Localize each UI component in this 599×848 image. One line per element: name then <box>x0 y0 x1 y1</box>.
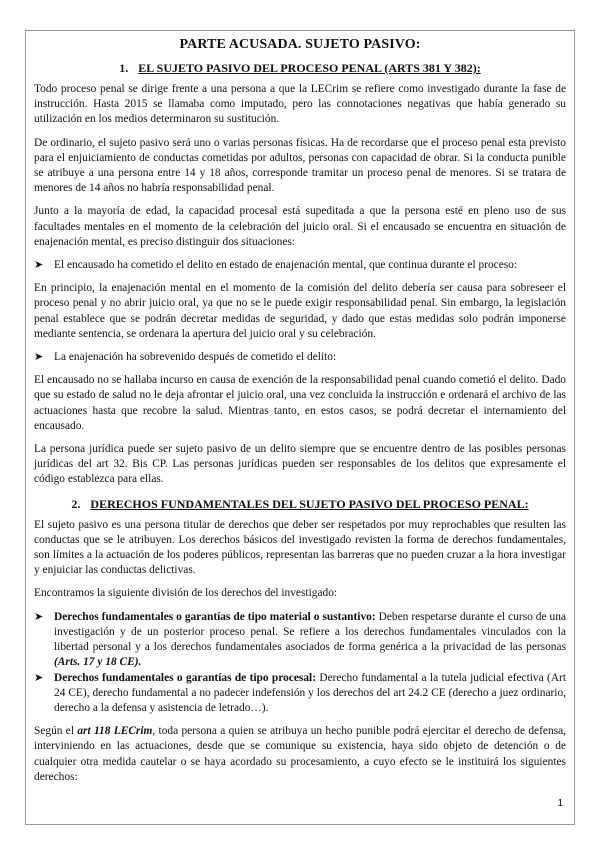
section-1-paragraph-4: En principio, la enajenación mental en el momento de la comisión del delito debería ser causa para sobreseer el proceso penal y no abrir juicio oral, ya que no se le puede exigir responsabilidad penal. Sin embargo, la legislación penal establece que se podrán decretar medidas de seguridad, y dado que estas medidas solo podrán imponerse mediante sentencia, se ordenara la apertura del juicio oral y su celebración. <box>34 282 566 340</box>
rights-list <box>34 610 566 716</box>
section-1-title: EL SUJETO PASIVO DEL PROCESO PENAL (ARTS 381 Y 382): <box>138 61 481 75</box>
arrowhead-bullet-icon: ➤ <box>34 351 44 364</box>
section-2-heading <box>34 496 566 512</box>
paragraph-text: Según el <box>34 725 78 738</box>
page-content <box>34 36 566 793</box>
bullet-item-enajenacion-sobrevenida <box>34 350 566 365</box>
arrowhead-bullet-icon: ➤ <box>34 671 44 684</box>
paragraph-text: , toda persona a quien se atribuya un hecho punible podrá ejercitar el derecho de defensa, interviniendo en las actuaciones, desde que se comunique su existencia, haya sido objeto de detención o de cualquier otra medida cautelar o se haya acordado su procesamiento, a cuyo efecto se le instituirá los siguientes derechos: <box>34 725 566 783</box>
arrowhead-bullet-icon: ➤ <box>34 610 44 623</box>
section-1-number: 1. <box>119 61 129 75</box>
article-reference: art 118 LECrim <box>77 725 153 738</box>
section-2-title: DERECHOS FUNDAMENTALES DEL SUJETO PASIVO DEL PROCESO PENAL: <box>90 496 529 511</box>
list-item-material-rights <box>34 610 566 671</box>
section-1-paragraph-5: El encausado no se hallaba incurso en causa de exención de la responsabilidad penal cuando cometió el delito. Dado que su estado de salud no le deja afrontar el juicio oral, una vez concluida la instrucción e ordenará el archivo de las actuaciones hasta que recobre la salud. Mientras tanto, en estos casos, se podrá decretar el internamiento del encausado. <box>34 374 566 432</box>
section-2-paragraph-3 <box>34 724 566 785</box>
article-reference: (Arts. 17 y 18 CE). <box>54 656 142 669</box>
section-1-paragraph-3: Junto a la mayoría de edad, la capacidad procesal está supeditada a que la persona esté en pleno uso de sus facultades mentales en el momento de la celebración del juicio oral. Si el encausado se encuentra en situación de enajenación mental, es preciso distinguir dos situaciones: <box>34 205 566 248</box>
arrowhead-bullet-icon: ➤ <box>34 259 44 272</box>
section-1-heading <box>34 60 566 76</box>
bullet-item-text: La enajenación ha sobrevenido después de cometido el delito: <box>54 351 337 364</box>
section-1-paragraph-2: De ordinario, el sujeto pasivo será uno o varias personas físicas. Ha de recordarse que el proceso penal esta previsto para el enjuiciamiento de conductas cometidas por adultos, personas con capacidad de obrar. Si la conducta punible se atribuye a una persona entre 14 y 18 años, corresponde tramitar un proceso penal de menores. Si se tratara de menores de 14 años no habría responsabilidad penal. <box>34 136 566 195</box>
list-item-procedural-rights <box>34 671 566 717</box>
page-number: 1 <box>557 798 563 809</box>
list-item-heading: Derechos fundamentales o garantías de tipo procesal: <box>54 671 316 684</box>
bullet-item-text: El encausado ha cometido el delito en estado de enajenación mental, que continua durante el proceso: <box>54 259 518 272</box>
list-item-heading: Derechos fundamentales o garantías de tipo material o sustantivo: <box>54 610 376 623</box>
section-1-paragraph-6: La persona jurídica puede ser sujeto pasivo de un delito siempre que se encuentre dentro de las posibles personas jurídicas del art 32. Bis CP. Las personas jurídicas pueden ser responsables de los delitos que expresamente el código establezca para ellas. <box>34 443 566 486</box>
section-1-paragraph-1: Todo proceso penal se dirige frente a una persona a que la LECrim se refiere como investigado durante la fase de instrucción. Hasta 2015 se llamaba como imputado, pero las connotaciones negativas que había generado su utilización en los medios determinaron su sustitución. <box>34 83 566 126</box>
bullet-item-enajenacion-continua <box>34 258 566 273</box>
document-title: PARTE ACUSADA. SUJETO PASIVO: <box>179 37 421 52</box>
section-2-paragraph-2: Encontramos la siguiente división de los derechos del investigado: <box>34 587 338 600</box>
list-item-text: Derecho fundamental a la tutela judicial efectiva (Art 24 CE), derecho fundamental a no padecer indefensión y los derechos del art 24.2 CE (derecho a juez ordinario, derecho a la defensa y asistencia de letrado…). <box>54 671 566 714</box>
list-item-text: Deben respetarse durante el curso de una investigación y de un posterior proceso penal. Se refiere a los derechos fundamentales vinculados con la libertad personal y a los derechos fundamentales asociados de forma genérica a la privacidad de las personas <box>54 610 566 654</box>
section-2-number: 2. <box>71 496 81 511</box>
section-2-paragraph-1: El sujeto pasivo es una persona titular de derechos que deber ser respetados por muy reprochables que resulten las conductas que se le atribuyen. Los derechos básicos del investigado revisten la forma de derechos fundamentales, son límites a la actuación de los poderes públicos, representan las barreras que no pueden cruzar a la hora investigar y enjuiciar las conductas delictivas. <box>34 518 566 577</box>
